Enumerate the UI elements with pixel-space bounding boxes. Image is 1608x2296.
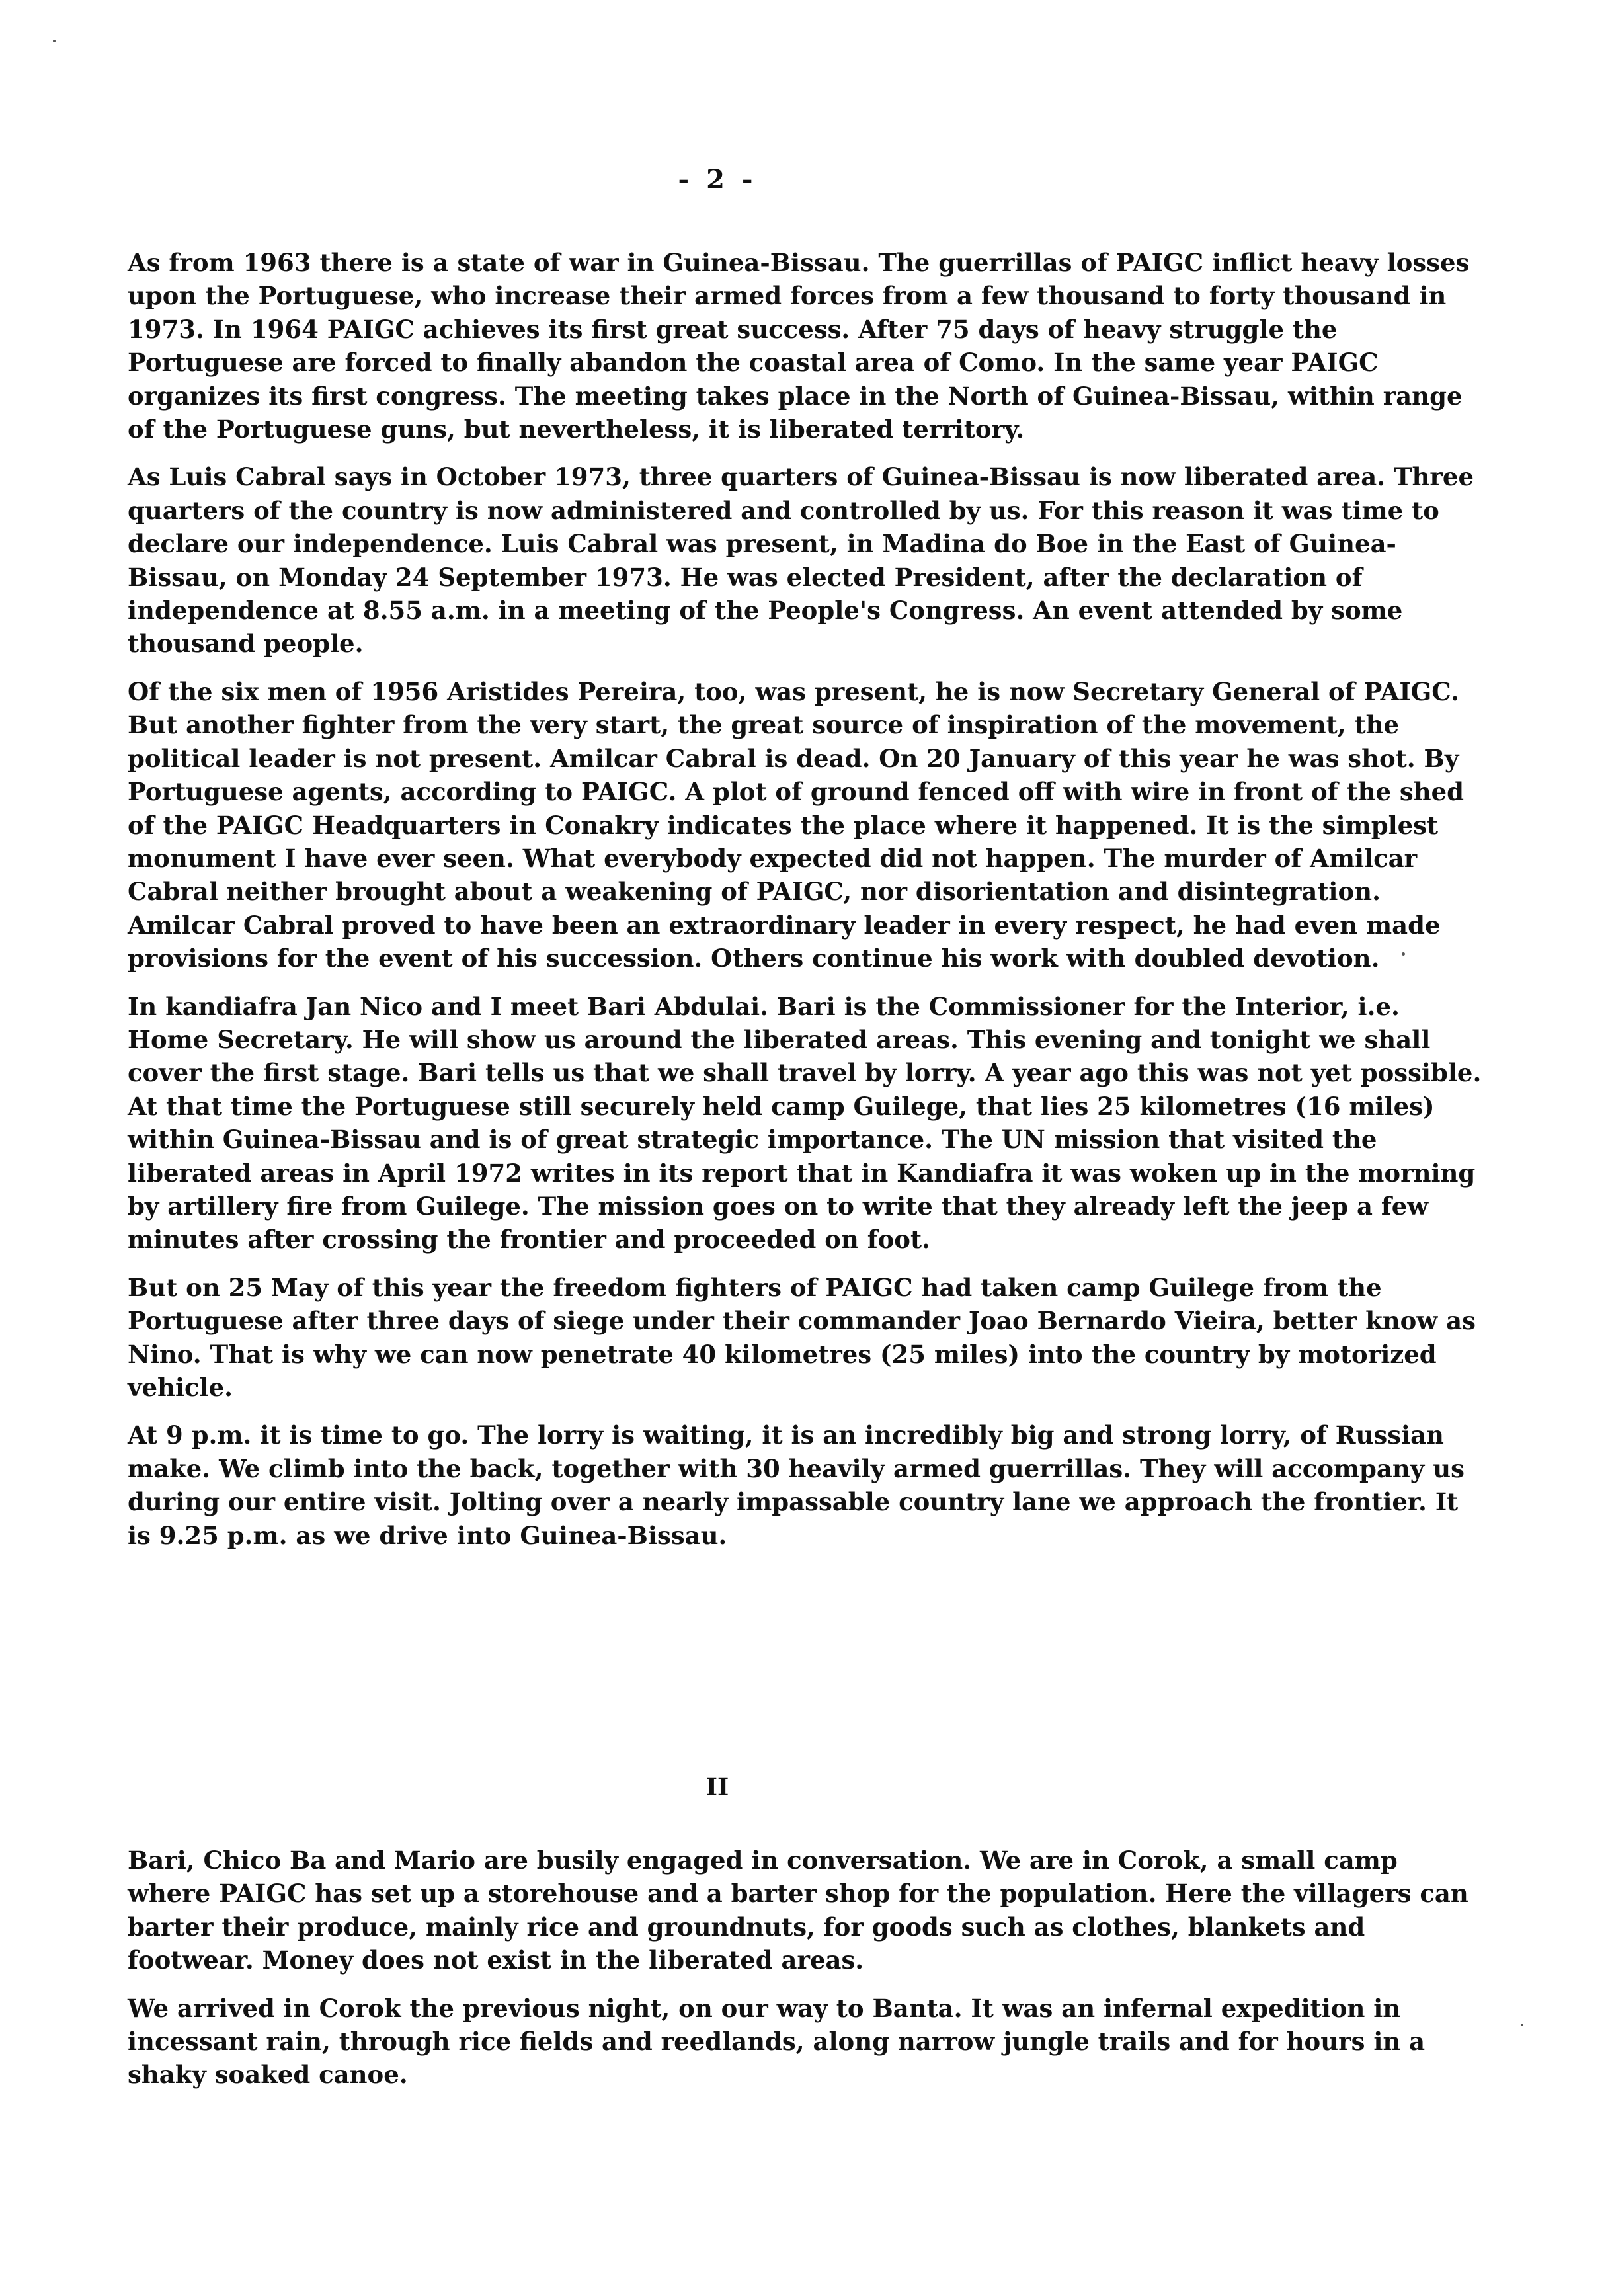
paragraph-6: At 9 p.m. it is time to go. The lorry is waiting, it is an incredibly big and strong lorry, of Russian make. We climb into the back, together with 30 heavily armed guerrillas. They will accompany us during our entire visit. Jolting over a nearly impassable country lane we approach the frontier. It is 9.25 p.m. as we drive into Guinea-Bissau. [128, 1420, 1465, 1550]
section-heading: II [705, 1772, 729, 1801]
scan-speck [53, 40, 56, 42]
paragraph-5: But on 25 May of this year the freedom fighters of PAIGC had taken camp Guilege from the Portuguese after three days of siege under their commander Joao Bernardo Vieira, better know as Nino. That is why we can now penetrate 40 kilometres (25 miles) into the country by motorized vehicle. [128, 1272, 1476, 1402]
paragraph-3: Of the six men of 1956 Aristides Pereira, too, was present, he is now Secretary General of PAIGC. But another fighter from the very start, the great source of inspiration of the movement, the political leader is not present. Amilcar Cabral is dead. On 20 January of this year he was shot. By Portuguese agents, according to PAIGC. A plot of ground fenced off with wire in front of the shed of the PAIGC Headquarters in Conakry indicates the place where it happened. It is the simplest monument I have ever seen. What everybody expected did not happen. The murder of Amilcar Cabral neither brought about a weakening of PAIGC, nor disorientation and disintegration. Amilcar Cabral proved to have been an extraordinary leader in every respect, he had even made provisions for the event of his succession. Others continue his work with doubled devotion. [128, 676, 1465, 973]
scan-speck [1521, 2024, 1523, 2026]
paragraph-2: As Luis Cabral says in October 1973, three quarters of Guinea-Bissau is now liberated area. Three quarters of the country is now administered and controlled by us. For this reason it was time to declare our independence. Luis Cabral was present, in Madina do Boe in the East of Guinea-Bissau, on Monday 24 September 1973. He was elected President, after the declaration of independence at 8.55 a.m. in a meeting of the People's Congress. An event attended by some thousand people. [128, 462, 1474, 659]
section-paragraph-2: We arrived in Corok the previous night, on our way to Banta. It was an infernal expedition in incessant rain, through rice fields and reedlands, along narrow jungle trails and for hours in a shaky soaked canoe. [128, 1993, 1426, 2090]
section-body [128, 1844, 1483, 2106]
document-body [128, 246, 1483, 1567]
section-paragraph-1: Bari, Chico Ba and Mario are busily engaged in conversation. We are in Corok, a small camp where PAIGC has set up a storehouse and a barter shop for the population. Here the villagers can barter their produce, mainly rice and groundnuts, for goods such as clothes, blankets and footwear. Money does not exist in the liberated areas. [128, 1846, 1468, 1975]
paragraph-1: As from 1963 there is a state of war in Guinea-Bissau. The guerrillas of PAIGC inflict heavy losses upon the Portuguese, who increase their armed forces from a few thousand to forty thousand in 1973. In 1964 PAIGC achieves its first great success. After 75 days of heavy struggle the Portuguese are forced to finally abandon the coastal area of Como. In the same year PAIGC organizes its first congress. The meeting takes place in the North of Guinea-Bissau, within range of the Portuguese guns, but nevertheless, it is liberated territory. [128, 248, 1470, 444]
page-number: - 2 - [678, 164, 757, 195]
paragraph-4: In kandiafra Jan Nico and I meet Bari Abdulai. Bari is the Commissioner for the Interior, i.e. Home Secretary. He will show us around the liberated areas. This evening and tonight we shall cover the first stage. Bari tells us that we shall travel by lorry. A year ago this was not yet possible. At that time the Portuguese still securely held camp Guilege, that lies 25 kilometres (16 miles) within Guinea-Bissau and is of great strategic importance. The UN mission that visited the liberated areas in April 1972 writes in its report that in Kandiafra it was woken up in the morning by artillery fire from Guilege. The mission goes on to write that they already left the jeep a few minutes after crossing the frontier and proceeded on foot. [128, 991, 1482, 1254]
scan-speck [1402, 952, 1405, 956]
